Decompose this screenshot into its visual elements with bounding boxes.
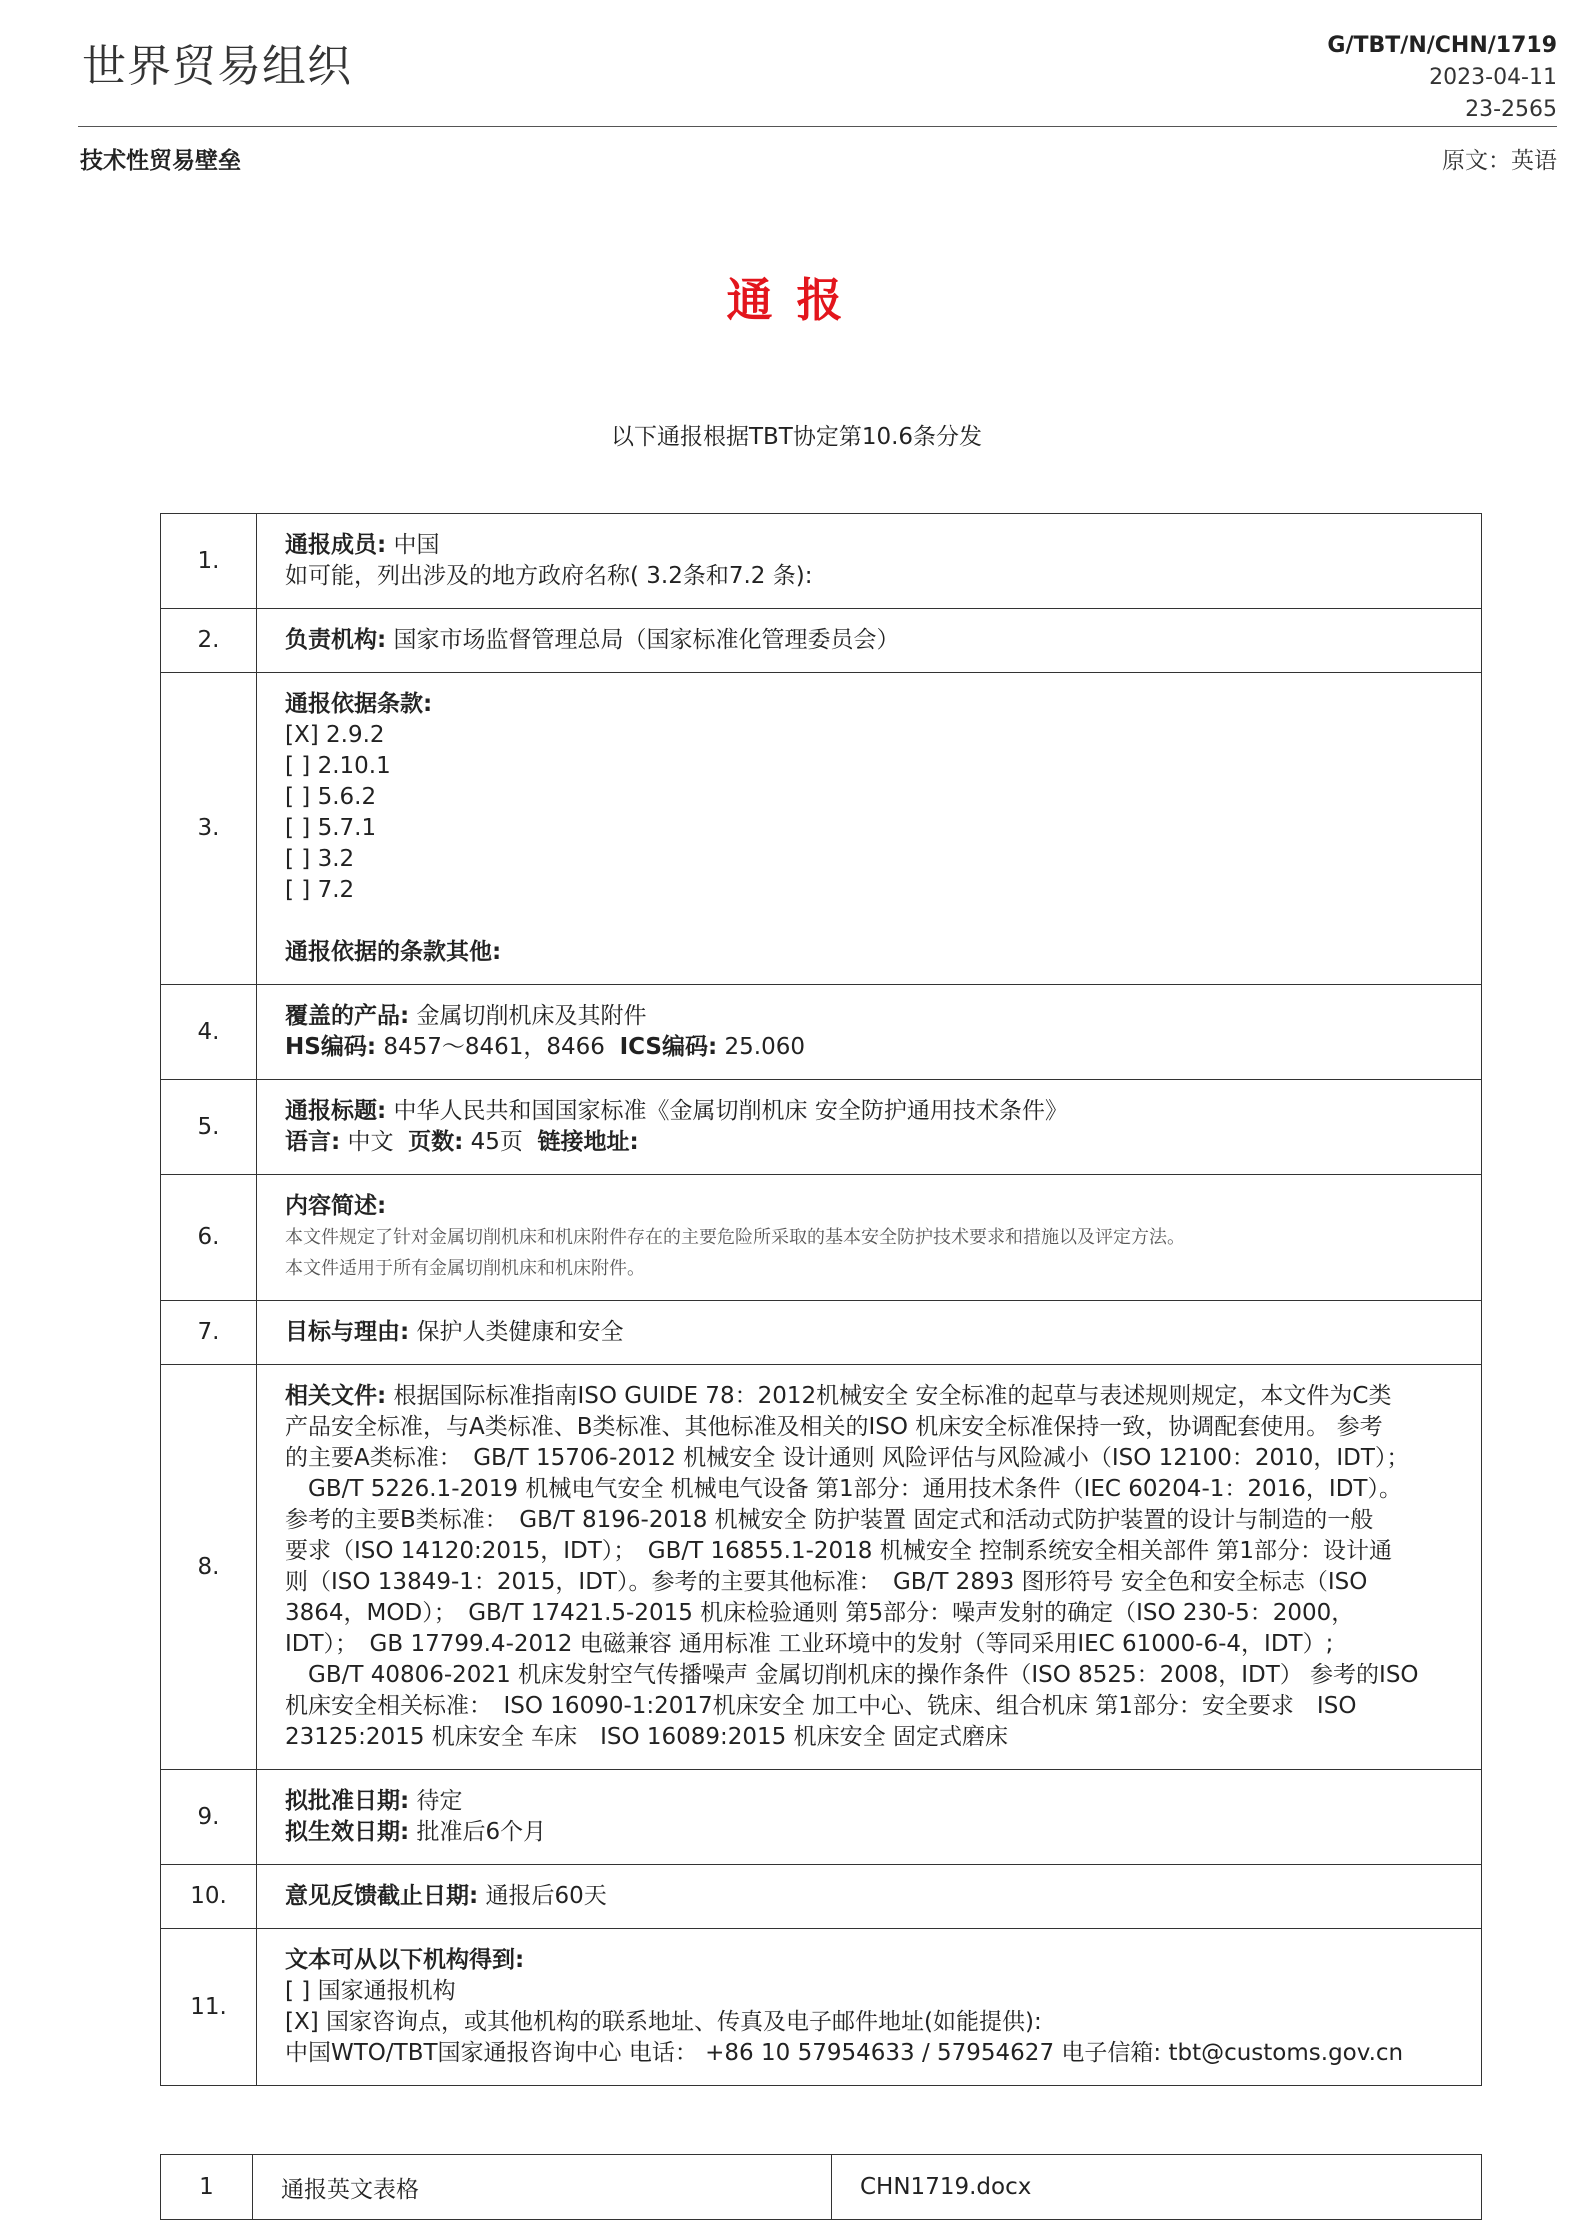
original-language: 原文：英语 [1442,148,1557,174]
field-label: 内容简述: [285,1193,387,1219]
field-label: 负责机构: [285,627,387,653]
checkbox-option: [X] 国家咨询点，或其他机构的联系地址、传真及电子邮件地址(如能提供): [285,2009,1042,2035]
row-content [257,673,1482,985]
header-divider [78,126,1557,127]
table-row [161,1365,1482,1770]
checkbox-option: [ ] 5.7.1 [285,815,377,841]
checkbox-option: [ ] 3.2 [285,846,355,872]
table-row [161,2155,1482,2220]
language-label: 语言: [285,1129,341,1155]
description-text: 本文件规定了针对金属切削机床和机床附件存在的主要危险所采取的基本安全防护技术要求和措施以及评定方法。 [285,1227,1185,1248]
row-content [257,1301,1482,1365]
row-content [257,1080,1482,1175]
row-number: 4. [161,985,257,1080]
related-docs-line: 机床安全相关标准： ISO 16090-1:2017机床安全 加工中心、铣床、组合机床 第1部分：安全要求 ISO [285,1693,1357,1719]
field-label: 通报依据的条款其他: [285,939,502,965]
field-label: 通报标题: [285,1098,387,1124]
field-label: 通报依据条款: [285,691,433,717]
ics-code-value: 25.060 [717,1034,805,1060]
table-row [161,1865,1482,1929]
link-label: 链接地址: [537,1129,639,1155]
row-number: 8. [161,1365,257,1770]
related-docs-line: 23125:2015 机床安全 车床 ISO 16089:2015 机床安全 固定式磨床 [285,1724,1008,1750]
language-value: 中文 [340,1129,394,1155]
field-label: 拟生效日期: [285,1819,410,1845]
related-docs-line: 要求（ISO 14120:2015，IDT）； GB/T 16855.1-2018 机械安全 控制系统安全相关部件 第1部分：设计通 [285,1538,1393,1564]
hs-code-value: 8457～8461，8466 [376,1034,605,1060]
row-content [257,1365,1482,1770]
checkbox-option: [ ] 2.10.1 [285,753,391,779]
checkbox-option: [ ] 国家通报机构 [285,1978,456,2004]
row-content [257,1770,1482,1865]
document-reference: 23-2565 [1465,97,1557,122]
page-subtitle: 以下通报根据TBT协定第10.6条分发 [610,424,983,450]
related-docs-line: 参考的主要B类标准： GB/T 8196-2018 机械安全 防护装置 固定式和活动式防护装置的设计与制造的一般 [285,1507,1374,1533]
row-content [257,1929,1482,2086]
description-text: 本文件适用于所有金属切削机床和机床附件。 [285,1258,645,1279]
row-content [257,514,1482,609]
row-number: 2. [161,609,257,673]
field-value: 批准后6个月 [409,1819,547,1845]
pages-value: 45页 [463,1129,523,1155]
related-docs-line: 的主要A类标准： GB/T 15706-2012 机械安全 设计通则 风险评估与风险减小（ISO 12100：2010，IDT）； [285,1445,1410,1471]
field-value: 通报后60天 [478,1883,607,1909]
table-row [161,985,1482,1080]
pages-label: 页数: [408,1129,464,1155]
field-value: 国家市场监督管理总局（国家标准化管理委员会） [386,627,900,653]
document-meta [1327,30,1557,126]
table-row [161,1301,1482,1365]
checkbox-option: [ ] 5.6.2 [285,784,377,810]
field-value: 保护人类健康和安全 [409,1319,624,1345]
related-docs-line: 产品安全标准，与A类标准、B类标准、其他标准及相关的ISO 机床安全标准保持一致，协调配套使用。 参考 [285,1414,1383,1440]
table-row [161,1770,1482,1865]
notification-table [160,513,1482,2086]
field-value: 中华人民共和国国家标准《金属切削机床 安全防护通用技术条件》 [386,1098,1068,1124]
table-row [161,609,1482,673]
attachment-table [160,2154,1482,2220]
row-number: 7. [161,1301,257,1365]
table-row [161,1175,1482,1301]
table-row [161,514,1482,609]
attachment-description: 通报英文表格 [253,2155,832,2220]
field-label: 目标与理由: [285,1319,410,1345]
row-number: 11. [161,1929,257,2086]
row-number: 3. [161,673,257,985]
field-label: 相关文件: [285,1383,387,1409]
checkbox-option: [X] 2.9.2 [285,722,385,748]
page-title: 通报 [726,273,867,327]
checkbox-option: [ ] 7.2 [285,877,355,903]
ics-code-label: ICS编码: [619,1034,718,1060]
table-row [161,673,1482,985]
document-date: 2023-04-11 [1429,65,1557,90]
related-docs-line: GB/T 5226.1-2019 机械电气安全 机械电气设备 第1部分：通用技术条件（IEC 60204-1：2016，IDT）。 [285,1476,1402,1502]
row-content [257,985,1482,1080]
related-docs-line: IDT）； GB 17799.4-2012 电磁兼容 通用标准 工业环境中的发射（等同采用IEC 61000-6-4，IDT）; [285,1631,1334,1657]
field-label: 通报成员: [285,532,387,558]
attachment-number: 1 [161,2155,253,2220]
organization-name: 世界贸易组织 [82,41,352,92]
field-label: 拟批准日期: [285,1788,410,1814]
table-row [161,1080,1482,1175]
related-docs-line: 则（ISO 13849-1：2015，IDT）。参考的主要其他标准： GB/T 2893 图形符号 安全色和安全标志（ISO [285,1569,1368,1595]
committee-name: 技术性贸易壁垒 [80,148,241,174]
table-row [161,1929,1482,2086]
spacer [285,906,1471,937]
row-number: 5. [161,1080,257,1175]
attachment-filename[interactable]: CHN1719.docx [832,2155,1482,2220]
contact-info: 中国WTO/TBT国家通报咨询中心 电话： +86 10 57954633 / 57954627 电子信箱: tbt@customs.gov.cn [285,2040,1404,2066]
field-label: 意见反馈截止日期: [285,1883,479,1909]
field-label: 覆盖的产品: [285,1003,410,1029]
field-label: 文本可从以下机构得到: [285,1947,525,1973]
row-number: 6. [161,1175,257,1301]
related-docs-line: GB/T 40806-2021 机床发射空气传播噪声 金属切削机床的操作条件（ISO 8525：2008，IDT） 参考的ISO [285,1662,1419,1688]
field-value: 待定 [409,1788,463,1814]
row-number: 1. [161,514,257,609]
field-value: 中国 [386,532,440,558]
hs-code-label: HS编码: [285,1034,377,1060]
related-docs-line: 根据国际标准指南ISO GUIDE 78：2012机械安全 安全标准的起草与表述规则规定，本文件为C类 [386,1383,1392,1409]
document-symbol: G/TBT/N/CHN/1719 [1327,33,1557,58]
related-docs-line: 3864，MOD）； GB/T 17421.5-2015 机床检验通则 第5部分：噪声发射的确定（ISO 230-5：2000， [285,1600,1355,1626]
row-number: 9. [161,1770,257,1865]
row-content [257,1865,1482,1929]
row-content [257,1175,1482,1301]
field-value: 金属切削机床及其附件 [409,1003,647,1029]
row-content [257,609,1482,673]
row-number: 10. [161,1865,257,1929]
field-note: 如可能，列出涉及的地方政府名称( 3.2条和7.2 条): [285,563,813,589]
